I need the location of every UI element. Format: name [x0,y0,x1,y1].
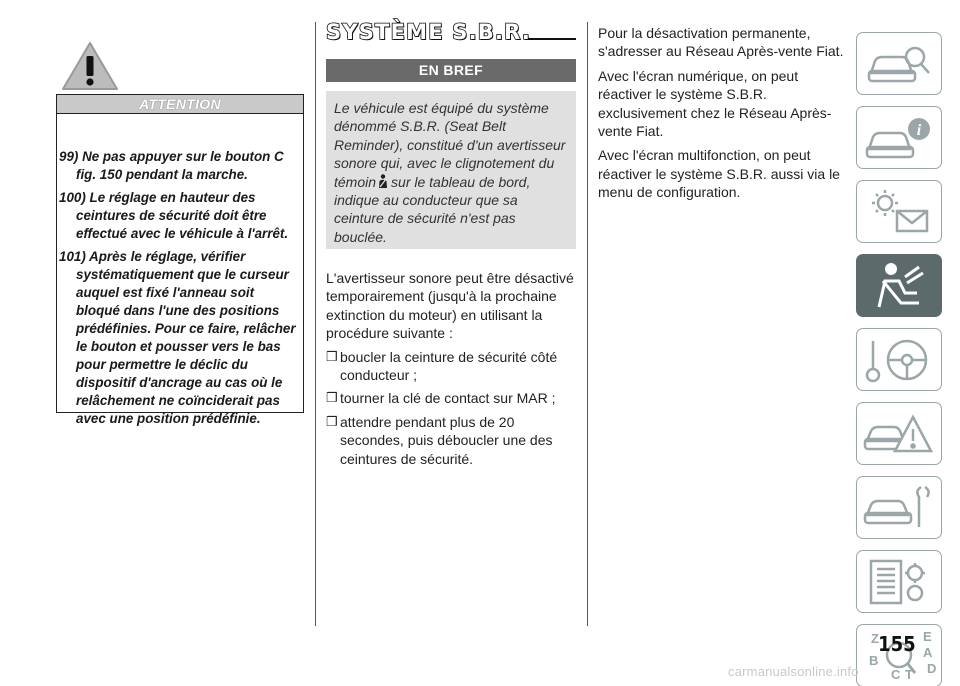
index-letter: C [891,666,901,682]
warning-triangle-car-icon [861,407,937,461]
column-divider-right [587,22,588,626]
chapter-tab-safety[interactable] [856,254,942,317]
warning-item: 100) Le réglage en hauteur des ceintures de sécurité doit être effectué avec le véhicule à l'arrêt. [59,190,289,241]
step-text: boucler la ceinture de sécurité côté conducteur ; [340,348,558,384]
index-letter: T [905,666,913,682]
chapter-tab-lights[interactable] [856,180,942,243]
car-info-icon [861,111,937,165]
warning-triangle-icon [60,40,120,92]
lights-message-icon [861,185,937,239]
chapter-tab-emergency[interactable] [856,402,942,465]
step-text: tourner la clé de contact sur MAR ; [340,390,556,407]
index-letter: E [923,628,932,644]
right-paragraph: Pour la désactivation permanente, s'adresser au Réseau Après-vente Fiat. [598,25,844,60]
checkbox-bullet: ❒ [326,390,338,406]
step-item [326,389,576,407]
brief-line: Reminder), constitué d'un avertisseur [334,136,566,153]
brief-heading: EN BREF [326,59,576,82]
intro-paragraph: L'avertisseur sonore peut être désactivé temporairement (jusqu'à la prochaine extinction du moteur) en utilisant la procédure suivante : [326,270,574,342]
warning-heading: ATTENTION [56,94,304,114]
chapter-tab-driving[interactable] [856,328,942,391]
chapter-tab-specifications[interactable] [856,550,942,613]
chapter-sidebar [856,32,942,686]
brief-box [326,91,576,249]
warning-item: 99) Ne pas appuyer sur le bouton C fig. 150 pendant la marche. [59,149,284,182]
step-item [326,348,576,385]
page-number: 155 [878,632,916,656]
step-item [326,413,576,468]
column-divider-left [315,22,316,626]
brief-icon-line: témoin sur le tableau de bord, [334,173,531,190]
car-search-icon [861,37,937,91]
title-rule [526,38,576,40]
brief-line: indique au conducteur que sa [334,192,518,209]
right-paragraph: Avec l'écran multifonction, on peut réactiver le système S.B.R. aussi via le menu de configuration. [598,147,840,201]
brief-line: ceinture de sécurité n'est pas [334,210,516,227]
step-text: attendre pendant plus de 20 secondes, puis déboucler une des ceintures de sécurité. [340,413,553,467]
steering-key-icon [861,333,937,387]
chapter-tab-car-search[interactable] [856,32,942,95]
specifications-icon [861,555,937,609]
right-column [598,24,844,208]
watermark: carmanualsonline.info [728,664,859,679]
index-letter: B [869,652,879,668]
index-letter: Z [871,630,879,646]
steps-list [326,348,576,468]
warning-item: 101) Après le réglage, vérifier systématiquement que le curseur auquel est fixé l'anneau soit bloqué dans l'une des positions prédéfinies. Pour ce faire, relâcher le bouton et pousser vers le bas pour permettre le déclic du dispositif d'ancrage au cas où le relâchement ne coïnciderait pas avec une position prédéfinie. [59,249,296,426]
brief-line: sonore qui, avec le clignotement du [334,155,555,172]
car-maintenance-icon [861,481,937,535]
main-column [326,20,576,468]
section-title: SYSTÈME S.B.R. [326,20,532,44]
warning-panel [56,40,304,426]
chapter-tab-car-info[interactable] [856,106,942,169]
right-paragraph: Avec l'écran numérique, on peut réactiver le système S.B.R. exclusivement chez le Réseau Après-vente Fiat. [598,67,832,140]
brief-line: dénommé S.B.R. (Seat Belt [334,118,506,135]
seatbelt-warning-icon [377,174,389,189]
checkbox-bullet: ❒ [326,413,338,429]
checkbox-bullet: ❒ [326,348,338,364]
index-letter: A [923,644,933,660]
warning-box [56,114,304,426]
chapter-tab-maintenance[interactable] [856,476,942,539]
brief-line: Le véhicule est équipé du système [334,100,549,116]
svg-text:i: i [916,121,922,139]
index-letter: D [927,660,937,676]
seat-safety-icon [861,259,937,313]
brief-line: bouclée. [334,228,387,245]
